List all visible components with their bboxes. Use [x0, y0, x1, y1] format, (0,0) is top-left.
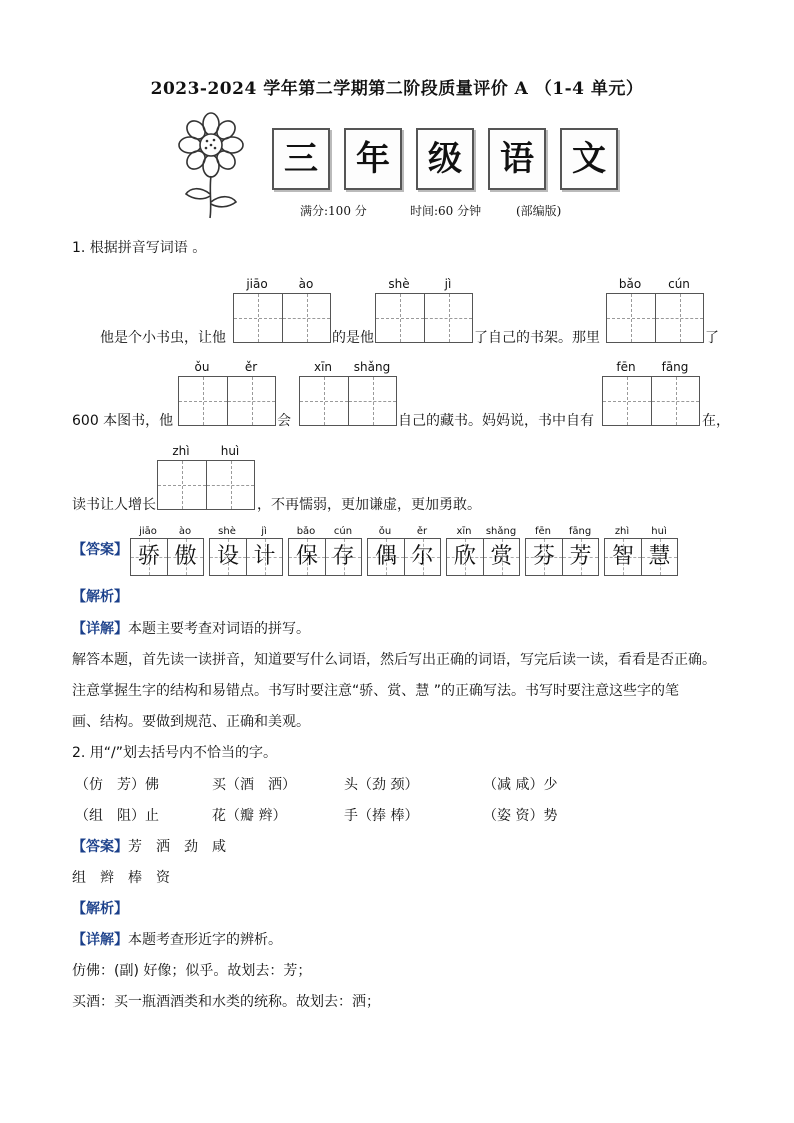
answer-text: 芳 洒 劲 咸: [128, 839, 226, 855]
q1-prompt: 1. 根据拼音写词语 。: [72, 240, 207, 256]
answer-pinyin: ào: [178, 526, 192, 537]
q2-item: 手（捧 棒）: [344, 808, 419, 824]
q1-text: 600 本图书，他: [72, 413, 174, 429]
banner-char: 级: [416, 128, 474, 190]
detail-text: 本题主要考查对词语的拼写。: [128, 621, 310, 637]
answer-char: 赏: [490, 544, 513, 569]
page-title: 2023-2024 学年第二学期第二阶段质量评价 A （1-4 单元）: [150, 79, 644, 99]
writing-grid[interactable]: [606, 293, 704, 343]
answer-pinyin: huì: [651, 526, 667, 537]
q2-item: （姿 资）势: [483, 808, 558, 824]
answer-pinyin: fēn: [534, 526, 551, 537]
q2-item: 花（瓣 辫）: [212, 808, 287, 824]
q2-answer-line: [72, 840, 226, 854]
answer-pinyin: cún: [333, 526, 353, 537]
q1-text: 在，: [702, 413, 730, 429]
explain-line: 注意掌握生字的结构和易错点。书写时要注意“骄、赏、慧 ”的正确写法。书写时要注意这些字的笔: [72, 683, 679, 699]
answer-pinyin: shè: [218, 526, 236, 537]
q2-item: （组 阻）止: [75, 808, 159, 824]
answer-word: [130, 538, 204, 576]
pinyin: fēn: [616, 360, 636, 374]
q1-text: 自己的藏书。妈妈说，书中自有: [398, 413, 594, 429]
answer-char: 智: [611, 544, 634, 569]
full-score: 满分:100 分: [300, 204, 367, 218]
answer-word: [367, 538, 441, 576]
pinyin: fāng: [661, 360, 689, 374]
answer-char: 芳: [569, 544, 592, 569]
answer-label: 【答案】: [72, 542, 128, 558]
writing-grid[interactable]: [375, 293, 473, 343]
writing-grid[interactable]: [178, 376, 276, 426]
q1-text: ，不再懦弱，更加谦虚，更加勇敢。: [257, 497, 481, 513]
pinyin: ǒu: [194, 360, 210, 374]
banner-char: 语: [488, 128, 546, 190]
explain-line: 画、结构。要做到规范、正确和美观。: [72, 714, 310, 730]
answer-pinyin: zhì: [614, 526, 630, 537]
q1-text: 了: [705, 330, 719, 346]
pinyin: cún: [668, 277, 690, 291]
pinyin: shè: [388, 277, 410, 291]
exam-time: 时间:60 分钟: [410, 204, 482, 218]
answer-word: [604, 538, 678, 576]
answer-pinyin: ěr: [416, 526, 428, 537]
answer-word: [288, 538, 362, 576]
q1-text: 了自己的书架。那里: [474, 330, 600, 346]
q1-text: 他是个小书虫，让他: [100, 330, 226, 346]
pinyin: jiāo: [246, 277, 268, 291]
q2-item: （仿 芳）佛: [75, 777, 159, 793]
answer-word: [446, 538, 520, 576]
answer-char: 尔: [411, 544, 434, 569]
writing-grid[interactable]: [233, 293, 331, 343]
writing-grid[interactable]: [157, 460, 255, 510]
pinyin: bǎo: [618, 277, 642, 291]
answer-char: 骄: [137, 544, 160, 569]
analysis-label: 【解析】: [72, 901, 128, 917]
q2-prompt: 2. 用“/”划去括号内不恰当的字。: [72, 745, 278, 761]
answer-char: 偶: [374, 544, 397, 569]
writing-grid[interactable]: [299, 376, 397, 426]
q1-text: 的是他: [332, 330, 374, 346]
answer-pinyin: shǎng: [485, 526, 517, 537]
q1-text: 读书让人增长: [72, 497, 156, 513]
answer-char: 慧: [648, 544, 671, 569]
explain-line: 仿佛：(副) 好像；似乎。故划去：芳；: [72, 963, 312, 979]
pinyin: huì: [220, 444, 240, 458]
banner-char: 年: [344, 128, 402, 190]
answer-word: [525, 538, 599, 576]
pinyin: ào: [298, 277, 314, 291]
pinyin: ěr: [244, 360, 258, 374]
answer-pinyin: bǎo: [296, 526, 316, 537]
detail-label: 【详解】: [72, 932, 128, 948]
pinyin: xīn: [313, 360, 333, 374]
analysis-label: 【解析】: [72, 589, 128, 605]
answer-char: 存: [332, 544, 355, 569]
answer-pinyin: xīn: [456, 526, 472, 537]
answer-char: 芬: [532, 544, 555, 569]
answer-word: [209, 538, 283, 576]
edition: (部编版): [516, 204, 562, 218]
answer-char: 计: [253, 544, 276, 569]
answer-char: 保: [295, 544, 318, 569]
answer-pinyin: ǒu: [378, 526, 392, 537]
flower-illustration: [176, 110, 246, 220]
writing-grid[interactable]: [602, 376, 700, 426]
q2-item: （减 咸）少: [483, 777, 558, 793]
detail-label: 【详解】: [72, 621, 128, 637]
answer-text: 组 辫 棒 资: [72, 870, 170, 886]
q1-text: 会: [277, 413, 291, 429]
pinyin: jì: [444, 277, 452, 291]
answer-char: 欣: [453, 544, 476, 569]
explain-line: 买酒：买一瓶酒酒类和水类的统称。故划去：洒；: [72, 994, 380, 1010]
pinyin: zhì: [172, 444, 190, 458]
answer-pinyin: jiāo: [139, 526, 157, 537]
explain-line: 解答本题，首先读一读拼音，知道要写什么词语，然后写出正确的词语，写完后读一读，看看是否正确。: [72, 652, 716, 668]
banner-char: 三: [272, 128, 330, 190]
banner-char: 文: [560, 128, 618, 190]
answer-char: 设: [216, 544, 239, 569]
pinyin: shǎng: [353, 360, 391, 374]
answer-pinyin: fāng: [568, 526, 592, 537]
q2-item: 头（劲 颈）: [344, 777, 419, 793]
detail-text: 本题考查形近字的辨析。: [128, 932, 282, 948]
detail-line: [72, 933, 282, 947]
answer-pinyin: jì: [261, 526, 267, 537]
q2-item: 买（酒 洒）: [212, 777, 296, 793]
answer-char: 傲: [174, 544, 197, 569]
detail-line: [72, 622, 310, 636]
answer-label: 【答案】: [72, 839, 128, 855]
